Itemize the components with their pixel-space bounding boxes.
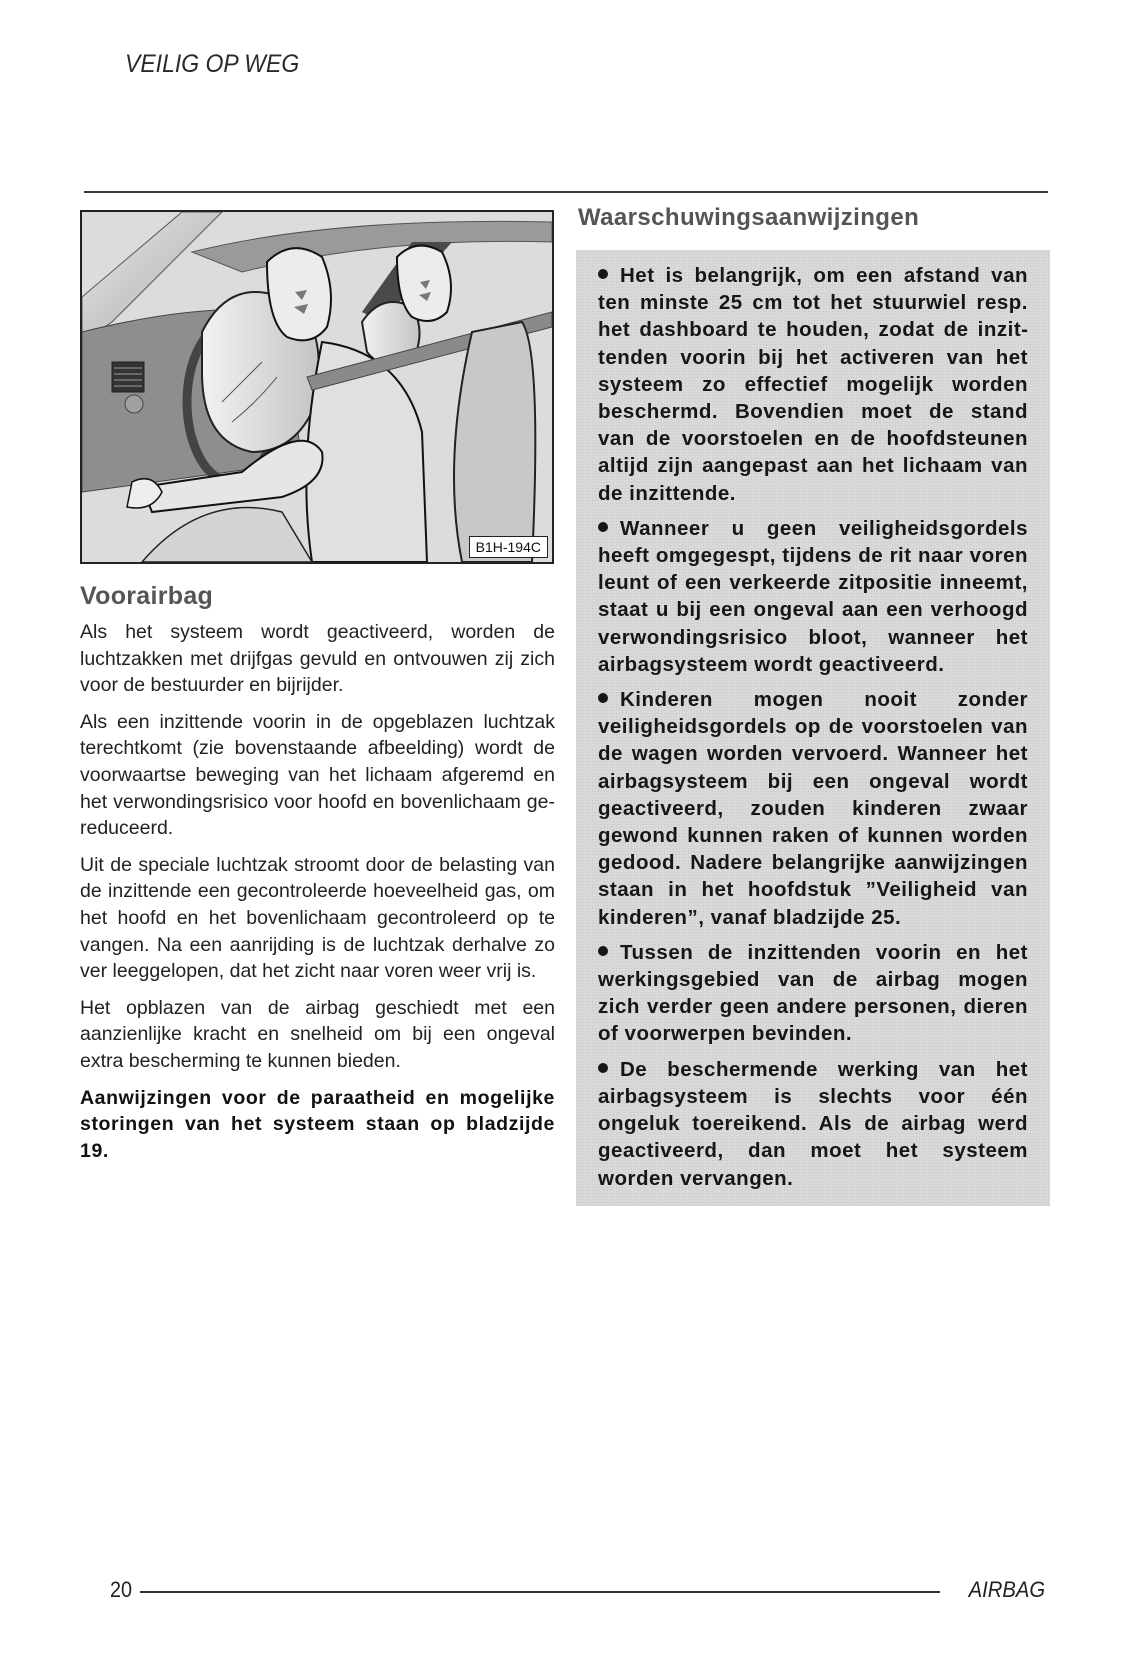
- warning-text: Wanneer u geen veiligheidsgordels heeft omgegespt, tijdens de rit naar voren leunt of een verkeerde zitpositie inneemt, staat u bij een ongeval aan een verhoogd verwondingsrisico bloot, wanneer het airbagsysteem wordt geactiveerd.: [598, 516, 1028, 676]
- warning-item: [598, 262, 1028, 507]
- body-paragraph: Als een inzittende voorin in de opgeblazen luchtzak terechtkomt (zie bovenstaande afbeelding) wordt de voorwaartse beweging van het lichaam afgeremd en het verwondingsrisico voor hoofd en bovenlichaam gereduceerd.: [80, 710, 555, 840]
- body-paragraph: Als het systeem wordt geactiveerd, worden de luchtzakken met drijfgas gevuld en ontvouwen zij zich voor de bestuurder en bijrijder.: [80, 621, 555, 697]
- warning-text: Kinderen mogen nooit zonder veiligheidsgordels op de voorstoelen van de wagen worden vervoerd. Wanneer het airbagsysteem bij een ongeval wordt geactiveerd, zouden kinderen zwaar gewond kunnen raken of kunnen worden gedood. Nadere belangrijke aanwijzingen staan in het hoofdstuk ”Veiligheid van kinderen”, vanaf bladzijde 25.: [598, 688, 1028, 929]
- figure-label: B1H-194C: [469, 536, 548, 558]
- bullet-icon: [598, 269, 608, 279]
- footer-section-title: AIRBAG: [968, 1577, 1045, 1602]
- warning-item: [598, 515, 1028, 678]
- body-paragraph: Het opblazen van de airbag geschiedt met een aanzienlijke kracht en snelheid om bij een ongeval extra bescherming te kunnen bieden.: [80, 996, 555, 1072]
- page-footer: [110, 1577, 1045, 1607]
- section-title-warnings: Waarschuwingsaanwijzingen: [578, 204, 920, 231]
- warning-item: [598, 939, 1028, 1048]
- bullet-icon: [598, 946, 608, 956]
- warning-box: [576, 250, 1050, 1206]
- body-paragraph: Uit de speciale luchtzak stroomt door de belasting van de inzittende een gecontroleerde hoeveelheid gas, om het hoofd en het bovenlichaam gecontroleerd op te vangen. Na een aanrijding is de luchtzak derhalve zo ver leeggelopen, dat het zicht naar voren weer vrij is.: [80, 853, 555, 983]
- warning-text: Tussen de inzittenden voorin en het werkingsgebied van de airbag mogen zich verder geen andere personen, dieren of voorwerpen bevinden.: [598, 940, 1028, 1046]
- section-title-voorairbag: Voorairbag: [80, 582, 214, 610]
- bullet-icon: [598, 1063, 608, 1073]
- left-column: [80, 210, 555, 1174]
- reference-note: Aanwijzingen voor de paraatheid en mogelijke storingen van het systeem staan op bladzijde 19.: [80, 1086, 555, 1162]
- bullet-icon: [598, 693, 608, 703]
- top-divider: [84, 191, 1048, 193]
- running-head: VEILIG OP WEG: [125, 50, 300, 78]
- warning-text: Het is belangrijk, om een afstand van ten minste 25 cm tot het stuurwiel resp. het dashboard te houden, zodat de inzittenden voorin bij het activeren van het systeem zo effectief mogelijk worden beschermd. Bovendien moet de stand van de voorstoelen en de hoofdsteunen altijd zijn aangepast aan het lichaam van de inzittende.: [598, 264, 1028, 505]
- airbag-illustration: [80, 210, 554, 564]
- page-number: 20: [110, 1577, 133, 1602]
- bullet-icon: [598, 522, 608, 532]
- warning-item: [598, 686, 1028, 931]
- footer-divider: [140, 1591, 940, 1593]
- warning-item: [598, 1056, 1028, 1192]
- right-column: [576, 200, 1050, 1206]
- warning-text: De beschermende werking van het airbagsysteem is slechts voor één ongeluk toereikend. Als de airbag werd geactiveerd, dan moet het systeem worden vervangen.: [598, 1057, 1028, 1190]
- airbag-illustration-drawing: [82, 212, 552, 562]
